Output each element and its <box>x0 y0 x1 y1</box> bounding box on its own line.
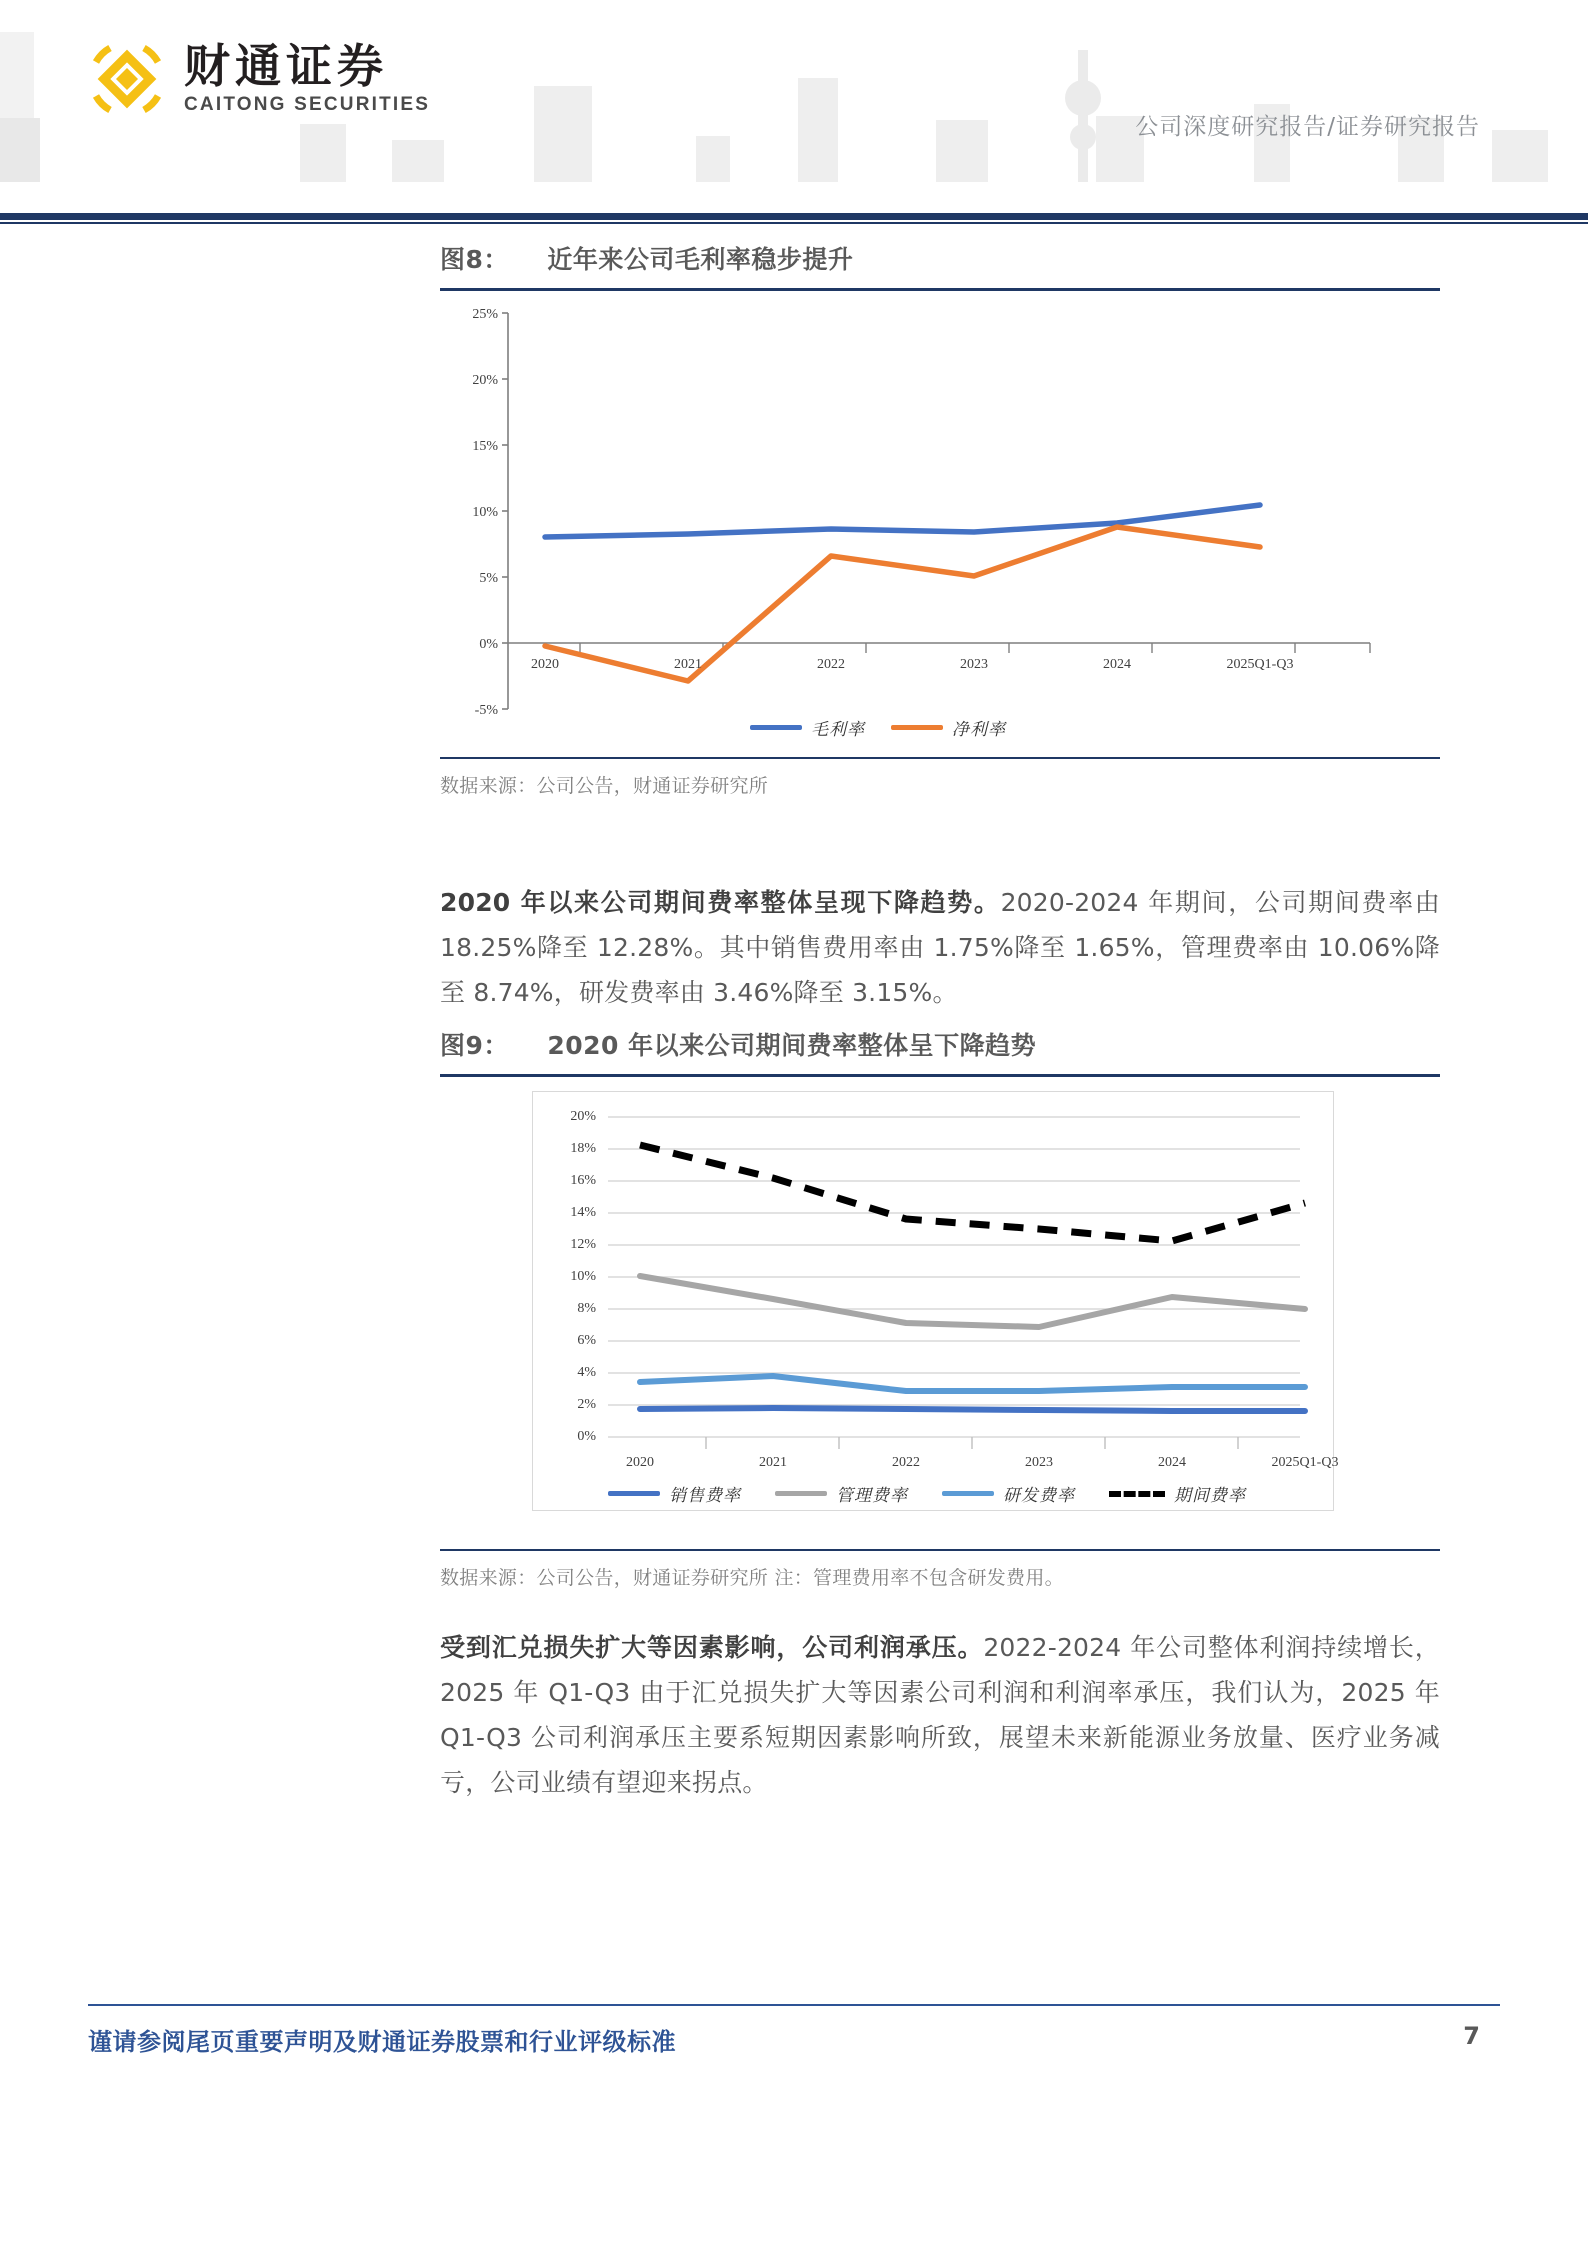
chart9-ytick-8: 8% <box>577 1301 596 1316</box>
logo-chinese-name: 财通证券 <box>184 38 388 93</box>
chart9-ytick-16: 16% <box>570 1173 596 1188</box>
chart8-legend-item-net-margin <box>891 715 1006 740</box>
figure9-title-text: 2020 年以来公司期间费率整体呈下降趋势 <box>547 1031 1037 1060</box>
header-divider-secondary <box>0 222 1588 224</box>
paragraph1-body: 2020-2024 年期间，公司期间费率由 18.25%降至 12.28%。其中销售费用率由 1.75%降至 1.65%，管理费率由 10.06%降至 8.74%，研发费率由 3.46%降至 3.15%。 <box>440 888 1440 1007</box>
figure9-source: 数据来源：公司公告，财通证券研究所 注：管理费用率不包含研发费用。 <box>440 1567 1064 1589</box>
header-divider <box>0 213 1588 220</box>
chart8-ytick-0: 0% <box>479 637 498 652</box>
chart9-xtick-2020: 2020 <box>626 1455 654 1470</box>
chart9-legend-item-sales-expense <box>608 1481 741 1506</box>
chart8-ytick-5: 5% <box>479 571 498 586</box>
chart9-ytick-4: 4% <box>577 1365 596 1380</box>
chart8-xtick-2025q1q3: 2025Q1-Q3 <box>1226 657 1294 672</box>
report-type-label: 公司深度研究报告/证券研究报告 <box>1135 114 1480 140</box>
chart8-xtick-2020: 2020 <box>531 657 559 672</box>
paragraph-expense-ratio <box>440 880 1440 1015</box>
figure8-number: 图8： <box>440 245 509 274</box>
chart8-ytick-10: 10% <box>472 505 498 520</box>
chart8-legend-label-gross: 毛利率 <box>811 720 865 739</box>
chart8-ytick-25: 25% <box>472 307 498 322</box>
chart9-ytick-2: 2% <box>577 1397 596 1412</box>
chart8-xtick-2024: 2024 <box>1103 657 1131 672</box>
chart9-xtick-2022: 2022 <box>892 1455 920 1470</box>
chart9-legend <box>608 1481 1246 1506</box>
chart9-legend-item-admin-expense <box>775 1481 908 1506</box>
paragraph1-lead: 2020 年以来公司期间费率整体呈现下降趋势。 <box>440 888 1001 917</box>
chart8-xtick-2023: 2023 <box>960 657 988 672</box>
chart9-legend-label-admin: 管理费率 <box>836 1486 908 1505</box>
figure8-chart <box>440 291 1440 751</box>
figure8-bottom-rule <box>440 757 1440 759</box>
caitong-logo-icon <box>88 40 166 118</box>
chart9-legend-item-period-expense <box>1109 1481 1246 1506</box>
chart8-ytick-20: 20% <box>472 373 498 388</box>
figure9-title <box>440 1026 1440 1062</box>
paragraph2-lead: 受到汇兑损失扩大等因素影响，公司利润承压。 <box>440 1633 984 1662</box>
chart8-ytick-15: 15% <box>472 439 498 454</box>
figure8-title-text: 近年来公司毛利率稳步提升 <box>547 245 854 274</box>
chart9-ytick-10: 10% <box>570 1269 596 1284</box>
chart9-xtick-2023: 2023 <box>1025 1455 1053 1470</box>
footer-divider <box>88 2004 1500 2006</box>
chart9-legend-label-sales: 销售费率 <box>669 1486 741 1505</box>
chart8-legend-item-gross-margin <box>750 715 865 740</box>
chart9-legend-label-period: 期间费率 <box>1174 1486 1246 1505</box>
chart8-xtick-2021: 2021 <box>674 657 702 672</box>
chart9-xtick-2025q1q3: 2025Q1-Q3 <box>1271 1455 1339 1470</box>
chart9-ytick-18: 18% <box>570 1141 596 1156</box>
chart8-legend-swatch-net <box>891 725 943 730</box>
figure8-block <box>440 240 1440 798</box>
chart9-ytick-12: 12% <box>570 1237 596 1252</box>
chart8-ytick-neg5: -5% <box>474 703 498 718</box>
chart9-ytick-14: 14% <box>570 1205 596 1220</box>
figure9-chart <box>440 1077 1440 1547</box>
chart9-ytick-6: 6% <box>577 1333 596 1348</box>
footer-disclaimer: 谨请参阅尾页重要声明及财通证券股票和行业评级标准 <box>88 2028 676 2056</box>
page-number: 7 <box>1463 2022 1480 2050</box>
figure8-title <box>440 240 1440 276</box>
chart9-legend-swatch-sales <box>608 1491 660 1496</box>
chart8-legend <box>750 715 1006 740</box>
figure8-source: 数据来源：公司公告，财通证券研究所 <box>440 775 769 797</box>
chart9-xtick-2021: 2021 <box>759 1455 787 1470</box>
brand-logo <box>88 40 430 118</box>
chart9-legend-item-rd-expense <box>942 1481 1075 1506</box>
chart9-ytick-0: 0% <box>577 1429 596 1444</box>
chart9-legend-label-rd: 研发费率 <box>1003 1486 1075 1505</box>
paragraph2-body: 2022-2024 年公司整体利润持续增长，2025 年 Q1-Q3 由于汇兑损失扩大等因素公司利润和利润率承压，我们认为，2025 年 Q1-Q3 公司利润承压主要系短期因素影响所致，展望未来新能源业务放量、医疗业务减亏，公司业绩有望迎来拐点。 <box>440 1633 1440 1797</box>
logo-english-name: CAITONG SECURITIES <box>184 94 431 116</box>
chart9-legend-swatch-rd <box>942 1491 994 1496</box>
figure9-bottom-rule <box>440 1549 1440 1551</box>
page-header <box>0 0 1588 198</box>
chart8-legend-label-net: 净利率 <box>952 720 1006 739</box>
paragraph-profit-pressure <box>440 1625 1440 1805</box>
chart8-xtick-2022: 2022 <box>817 657 845 672</box>
chart9-xtick-2024: 2024 <box>1158 1455 1186 1470</box>
figure9-block <box>440 1026 1440 1590</box>
chart9-ytick-20: 20% <box>570 1109 596 1124</box>
figure9-number: 图9： <box>440 1031 509 1060</box>
chart8-legend-swatch-gross <box>750 725 802 730</box>
chart9-legend-swatch-admin <box>775 1491 827 1496</box>
chart9-legend-swatch-period <box>1109 1491 1165 1497</box>
